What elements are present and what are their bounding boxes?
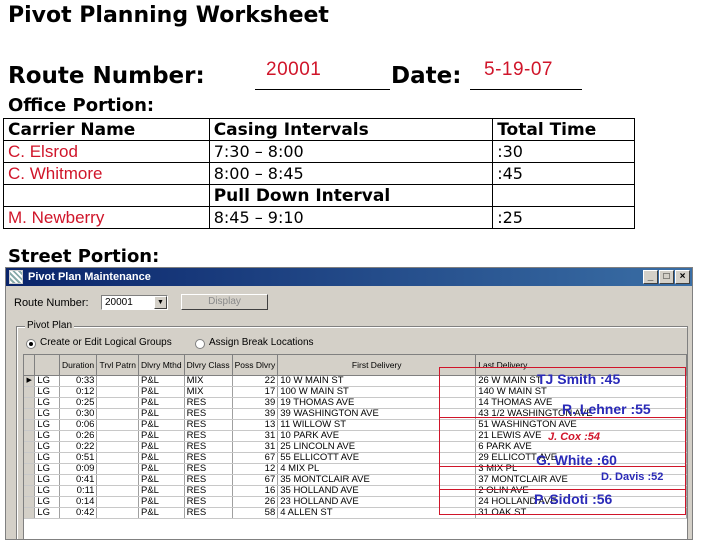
dlvry-mthd-cell[interactable]: P&L [139,408,185,419]
first-delivery-cell[interactable]: 25 LINCOLN AVE [278,441,476,452]
office-table [3,118,635,229]
annotation-d-davis: D. Davis :52 [601,471,664,483]
group-cell[interactable]: LG [35,375,59,386]
dlvry-class-cell[interactable]: MIX [184,386,232,397]
row-selector[interactable] [24,507,35,518]
duration-cell[interactable]: 0:26 [59,430,97,441]
duration-cell[interactable]: 0:30 [59,408,97,419]
annotation-p-sidoti: P. Sidoti :56 [534,491,613,507]
duration-cell[interactable]: 0:12 [59,386,97,397]
dlvry-mthd-cell[interactable]: P&L [139,507,185,518]
group-cell[interactable]: LG [35,485,59,496]
radio-assign-break-locations[interactable] [195,339,205,349]
dlvry-mthd-cell[interactable]: P&L [139,496,185,507]
row-selector[interactable] [24,419,35,430]
col-header-carrier: Carrier Name [4,119,210,141]
poss-dlvry-cell[interactable]: 12 [232,463,278,474]
row-selector[interactable]: ▶ [24,375,35,386]
poss-dlvry-cell[interactable]: 67 [232,452,278,463]
duration-cell[interactable]: 0:11 [59,485,97,496]
casing-interval: 7:30 – 8:00 [209,141,493,163]
col-header-poss-dlvry[interactable]: Poss Dlvry [232,355,278,375]
row-selector[interactable] [24,452,35,463]
dlvry-mthd-cell[interactable]: P&L [139,485,185,496]
first-delivery-cell[interactable]: 4 ALLEN ST [278,507,476,518]
maximize-button[interactable]: □ [659,270,674,284]
pull-down-header-row [4,185,635,207]
poss-dlvry-cell[interactable]: 22 [232,375,278,386]
window-title: Pivot Plan Maintenance [28,271,151,283]
dlvry-mthd-cell[interactable]: P&L [139,375,185,386]
first-delivery-cell[interactable]: 100 W MAIN ST [278,386,476,397]
dlvry-class-cell[interactable]: RES [184,397,232,408]
row-selector[interactable] [24,485,35,496]
carrier-name: C. Elsrod [4,141,210,163]
row-selector[interactable] [24,441,35,452]
trvl-patrn-cell[interactable] [97,474,139,485]
dlvry-class-cell[interactable]: RES [184,496,232,507]
dlvry-mthd-cell[interactable]: P&L [139,419,185,430]
radio-create-edit-groups-label: Create or Edit Logical Groups [40,337,172,348]
group-cell[interactable]: LG [35,408,59,419]
trvl-patrn-cell[interactable] [97,507,139,518]
date-label: Date: [391,63,462,89]
last-delivery-cell[interactable]: 37 MONTCLAIR AVE [476,474,687,485]
poss-dlvry-cell[interactable]: 26 [232,496,278,507]
first-delivery-cell[interactable]: 10 PARK AVE [278,430,476,441]
window-titlebar[interactable] [6,268,692,286]
row-selector[interactable] [24,474,35,485]
duration-cell[interactable]: 0:14 [59,496,97,507]
annotation-separator [439,417,686,418]
group-cell[interactable]: LG [35,474,59,485]
annotation-g-white: G. White :60 [536,452,617,468]
dlvry-class-cell[interactable]: RES [184,452,232,463]
duration-cell[interactable]: 0:42 [59,507,97,518]
first-delivery-cell[interactable]: 55 ELLICOTT AVE [278,452,476,463]
trvl-patrn-cell[interactable] [97,441,139,452]
dlvry-mthd-cell[interactable]: P&L [139,441,185,452]
poss-dlvry-cell[interactable]: 13 [232,419,278,430]
dlvry-mthd-cell[interactable]: P&L [139,430,185,441]
carrier-name: M. Newberry [4,207,210,229]
row-selector-header [24,355,35,375]
total-time: :25 [493,207,635,229]
trvl-patrn-cell[interactable] [97,463,139,474]
first-delivery-cell[interactable]: 35 HOLLAND AVE [278,485,476,496]
duration-cell[interactable]: 0:22 [59,441,97,452]
poss-dlvry-cell[interactable]: 58 [232,507,278,518]
col-header-last-delivery[interactable]: Last Delivery [476,355,687,375]
group-cell[interactable]: LG [35,397,59,408]
poss-dlvry-cell[interactable]: 39 [232,408,278,419]
pull-down-interval-header: Pull Down Interval [209,185,493,207]
row-selector[interactable] [24,463,35,474]
group-cell[interactable]: LG [35,386,59,397]
annotation-tj-smith: TJ Smith :45 [537,371,621,387]
annotation-r-lehner: R. Lehner :55 [562,401,651,417]
trvl-patrn-cell[interactable] [97,496,139,507]
row-selector[interactable] [24,397,35,408]
dlvry-mthd-cell[interactable]: P&L [139,386,185,397]
poss-dlvry-cell[interactable]: 16 [232,485,278,496]
route-number-select-value: 20001 [105,297,133,308]
duration-cell[interactable]: 0:09 [59,463,97,474]
poss-dlvry-cell[interactable]: 31 [232,430,278,441]
trvl-patrn-cell[interactable] [97,452,139,463]
last-delivery-cell[interactable]: 43 1/2 WASHINGTON AVE [476,408,687,419]
trvl-patrn-cell[interactable] [97,485,139,496]
date-value: 5-19-07 [484,59,553,80]
poss-dlvry-cell[interactable]: 17 [232,386,278,397]
poss-dlvry-cell[interactable]: 67 [232,474,278,485]
col-header-trvl-patrn[interactable]: Trvl Patrn [97,355,139,375]
dlvry-mthd-cell[interactable]: P&L [139,474,185,485]
last-delivery-cell[interactable]: 51 WASHINGTON AVE [476,419,687,430]
group-cell[interactable]: LG [35,452,59,463]
group-cell[interactable]: LG [35,507,59,518]
first-delivery-cell[interactable]: 23 HOLLAND AVE [278,496,476,507]
trvl-patrn-cell[interactable] [97,397,139,408]
trvl-patrn-cell[interactable] [97,386,139,397]
dlvry-class-cell[interactable]: RES [184,441,232,452]
duration-cell[interactable]: 0:25 [59,397,97,408]
trvl-patrn-cell[interactable] [97,430,139,441]
annotation-separator [439,489,686,490]
trvl-patrn-cell[interactable] [97,375,139,386]
radio-assign-break-locations-label: Assign Break Locations [209,337,314,348]
col-header-duration[interactable]: Duration [59,355,97,375]
last-delivery-cell[interactable]: 26 W MAIN ST [476,375,687,386]
first-delivery-cell[interactable]: 11 WILLOW ST [278,419,476,430]
last-delivery-cell[interactable]: 31 OAK ST [476,507,687,518]
row-selector[interactable] [24,386,35,397]
col-header-total: Total Time [493,119,635,141]
route-number-field-label: Route Number: [14,297,89,309]
total-time: :30 [493,141,635,163]
dlvry-class-cell[interactable]: RES [184,507,232,518]
display-button[interactable]: Display [181,294,268,310]
pull-down-interval: 8:45 – 9:10 [209,207,493,229]
last-delivery-cell[interactable]: 140 W MAIN ST [476,386,687,397]
col-header-dlvry-mthd[interactable]: Dlvry Mthd [139,355,185,375]
radio-create-edit-groups[interactable] [26,339,36,349]
office-row [4,141,635,163]
poss-dlvry-cell[interactable]: 39 [232,397,278,408]
row-selector[interactable] [24,430,35,441]
first-delivery-cell[interactable]: 35 MONTCLAIR AVE [278,474,476,485]
last-delivery-cell[interactable]: 2 OLIN AVE [476,485,687,496]
col-header-first-delivery[interactable]: First Delivery [278,355,476,375]
trvl-patrn-cell[interactable] [97,408,139,419]
first-delivery-cell[interactable]: 19 THOMAS AVE [278,397,476,408]
group-cell[interactable]: LG [35,419,59,430]
empty-cell [4,185,210,207]
dlvry-class-cell[interactable]: RES [184,419,232,430]
route-number-label: Route Number: [8,63,205,89]
duration-cell[interactable]: 0:33 [59,375,97,386]
duration-cell[interactable]: 0:51 [59,452,97,463]
chevron-down-icon[interactable]: ▼ [154,296,167,309]
dlvry-class-cell[interactable]: MIX [184,375,232,386]
first-delivery-cell[interactable]: 10 W MAIN ST [278,375,476,386]
dlvry-mthd-cell[interactable]: P&L [139,452,185,463]
page-title: Pivot Planning Worksheet [8,3,329,28]
dlvry-class-cell[interactable]: RES [184,474,232,485]
dlvry-mthd-cell[interactable]: P&L [139,397,185,408]
route-number-value: 20001 [266,59,322,80]
carrier-name: C. Whitmore [4,163,210,185]
trvl-patrn-cell[interactable] [97,419,139,430]
last-delivery-cell[interactable]: 14 THOMAS AVE [476,397,687,408]
last-delivery-cell[interactable]: 3 MIX PL [476,463,687,474]
first-delivery-cell[interactable]: 39 WASHINGTON AVE [278,408,476,419]
office-header-row [4,119,635,141]
col-header-casing: Casing Intervals [209,119,493,141]
group-cell[interactable]: LG [35,441,59,452]
empty-cell [493,185,635,207]
date-blank [470,89,582,90]
last-delivery-cell[interactable]: 24 HOLLAND AVE [476,496,687,507]
col-header-dlvry-class[interactable]: Dlvry Class [184,355,232,375]
group-cell[interactable]: LG [35,463,59,474]
dlvry-class-cell[interactable]: RES [184,463,232,474]
route-number-select[interactable] [101,295,168,310]
group-cell[interactable]: LG [35,496,59,507]
close-button[interactable]: × [675,270,690,284]
row-selector[interactable] [24,408,35,419]
last-delivery-cell[interactable]: 21 LEWIS AVE [476,430,687,441]
app-icon [9,270,23,284]
last-delivery-cell[interactable]: 6 PARK AVE [476,441,687,452]
dlvry-mthd-cell[interactable]: P&L [139,463,185,474]
col-header-group [35,355,59,375]
poss-dlvry-cell[interactable]: 31 [232,441,278,452]
casing-interval: 8:00 – 8:45 [209,163,493,185]
annotation-j-cox: J. Cox :54 [548,431,600,443]
street-portion-heading: Street Portion: [8,246,160,267]
office-row [4,207,635,229]
office-portion-heading: Office Portion: [8,95,155,116]
office-row [4,163,635,185]
dlvry-class-cell[interactable]: RES [184,408,232,419]
last-delivery-cell[interactable]: 29 ELLICOTT AVE [476,452,687,463]
row-selector[interactable] [24,496,35,507]
dlvry-class-cell[interactable]: RES [184,485,232,496]
pivot-plan-group-label: Pivot Plan [27,320,73,331]
group-cell[interactable]: LG [35,430,59,441]
dlvry-class-cell[interactable]: RES [184,430,232,441]
route-number-blank [255,89,390,90]
duration-cell[interactable]: 0:41 [59,474,97,485]
minimize-button[interactable]: _ [643,270,658,284]
first-delivery-cell[interactable]: 4 MIX PL [278,463,476,474]
duration-cell[interactable]: 0:06 [59,419,97,430]
total-time: :45 [493,163,635,185]
